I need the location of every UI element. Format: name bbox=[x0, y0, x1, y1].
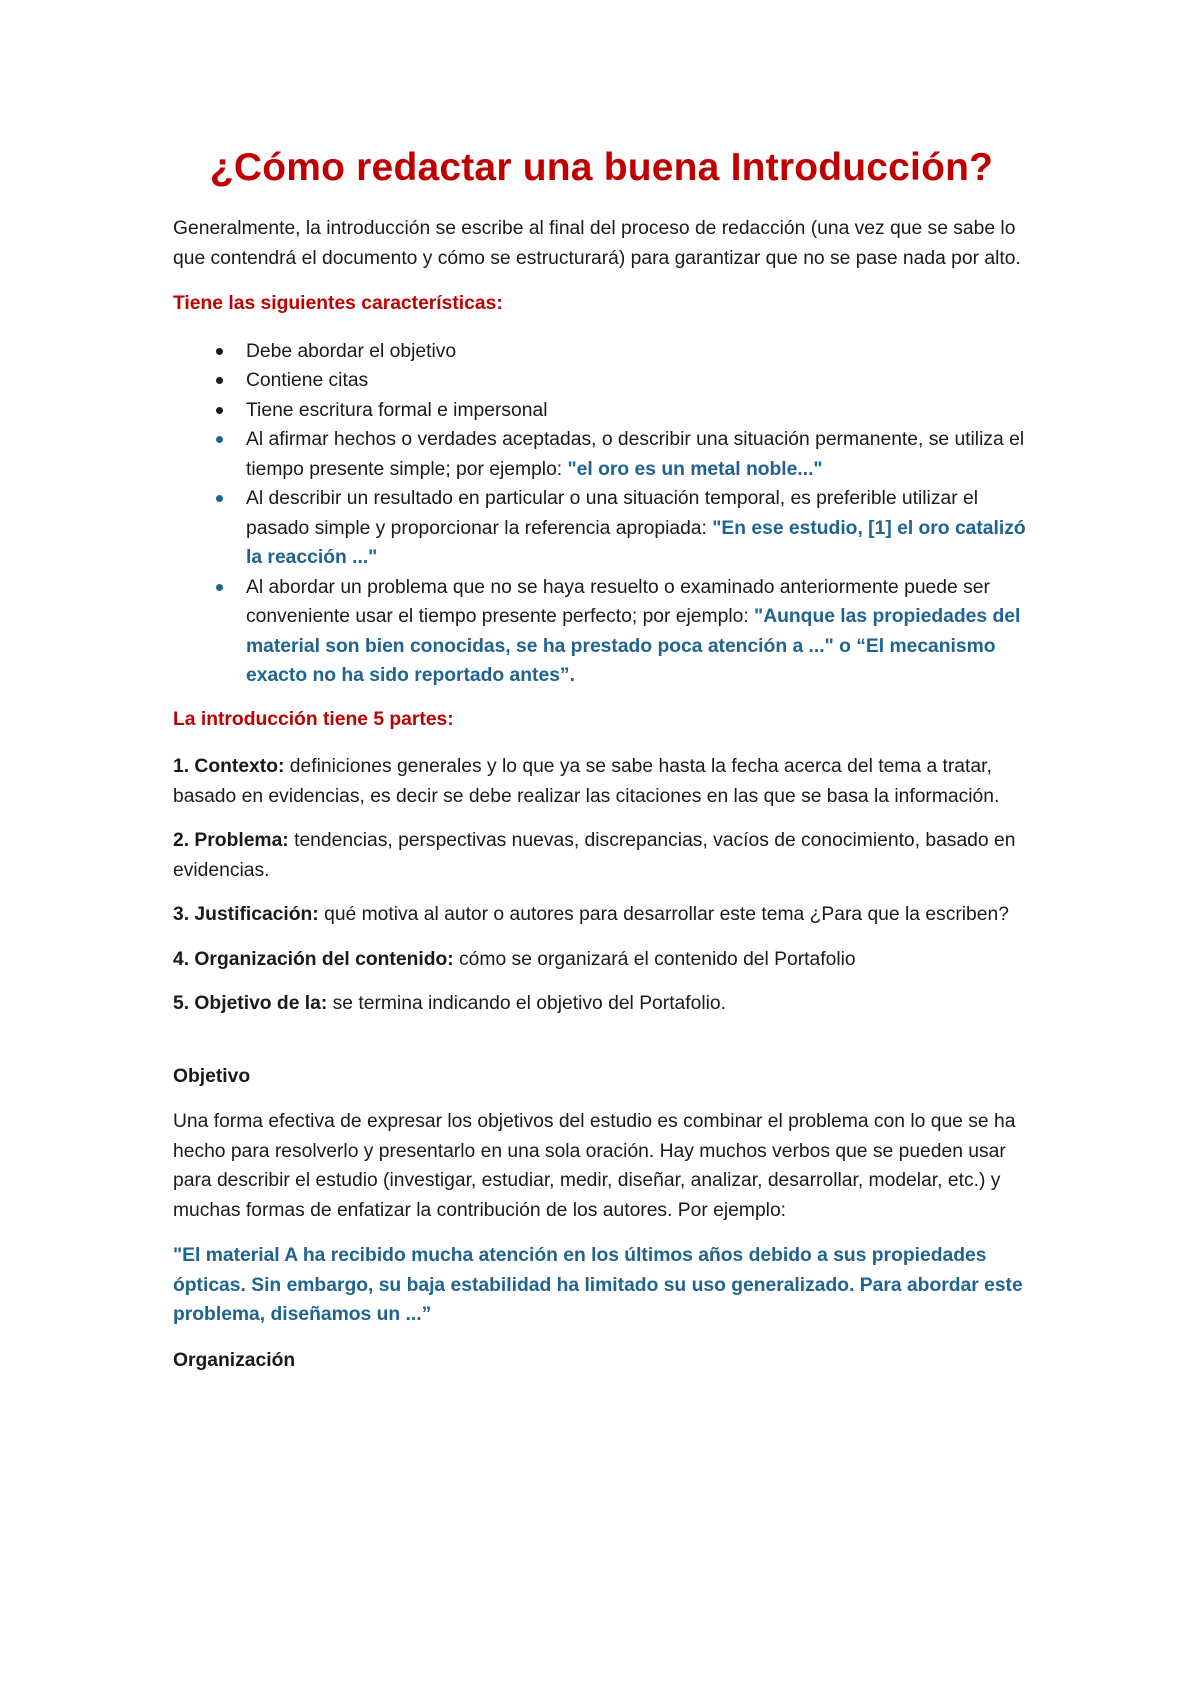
list-item: Debe abordar el objetivo bbox=[173, 337, 1030, 367]
objective-example-quote: "El material A ha recibido mucha atención en los últimos años debido a sus propiedades ópticas. Sin embargo, su baja estabilidad ha limitado su uso generalizado. Para abordar este problema, diseñamos un ...” bbox=[173, 1245, 1023, 1325]
part-justification: 3. Justificación: qué motiva al autor o autores para desarrollar este tema ¿Para que la escriben? bbox=[173, 904, 1009, 925]
list-item: Al afirmar hechos o verdades aceptadas, o describir una situación permanente, se utiliza el tiempo presente simple; por ejemplo: "el oro es un metal noble..." bbox=[173, 425, 1030, 484]
bullet-icon bbox=[216, 377, 223, 384]
objective-paragraph: Una forma efectiva de expresar los objetivos del estudio es combinar el problema con lo que se ha hecho para resolverlo y presentarlo en una sola oración. Hay muchos verbos que se pueden usar para describir el estudio (investigar, estudiar, medir, diseñar, analizar, desarrollar, modelar, etc.) y muchas formas de enfatizar la contribución de los autores. Por ejemplo: bbox=[173, 1111, 1016, 1221]
organization-heading: Organización bbox=[173, 1349, 296, 1371]
list-item: Tiene escritura formal e impersonal bbox=[173, 396, 1030, 426]
characteristics-heading: Tiene las siguientes características: bbox=[173, 293, 503, 314]
bullet-icon bbox=[216, 348, 223, 355]
list-item: Al describir un resultado en particular o una situación temporal, es preferible utilizar el pasado simple y proporcionar la referencia apropiada: "En ese estudio, [1] el oro catalizó la reacción ..." bbox=[173, 484, 1030, 573]
part-context: 1. Contexto: definiciones generales y lo que ya se sabe hasta la fecha acerca del tema a tratar, basado en evidencias, es decir se debe realizar las citaciones en las que se basa la información. bbox=[173, 756, 1000, 807]
bullet-icon bbox=[216, 407, 223, 414]
part-problem: 2. Problema: tendencias, perspectivas nuevas, discrepancias, vacíos de conocimiento, basado en evidencias. bbox=[173, 830, 1016, 881]
bullet-icon bbox=[216, 436, 223, 443]
example-text: "el oro es un metal noble..." bbox=[567, 458, 823, 480]
intro-paragraph: Generalmente, la introducción se escribe al final del proceso de redacción (una vez que se sabe lo que contendrá el documento y cómo se estructurará) para garantizar que no se pase nada por alto. bbox=[173, 218, 1021, 269]
part-organization: 4. Organización del contenido: cómo se organizará el contenido del Portafolio bbox=[173, 948, 856, 970]
section-spacer bbox=[173, 1034, 1030, 1062]
parts-heading: La introducción tiene 5 partes: bbox=[173, 708, 454, 730]
page-title: ¿Cómo redactar una buena Introducción? bbox=[209, 146, 994, 189]
characteristics-list bbox=[173, 337, 1030, 691]
part-objective: 5. Objetivo de la: se termina indicando el objetivo del Portafolio. bbox=[173, 993, 727, 1014]
bullet-icon bbox=[216, 584, 223, 591]
list-item: Contiene citas bbox=[173, 366, 1030, 396]
objective-heading: Objetivo bbox=[173, 1065, 251, 1087]
example-text: "Aunque las propiedades del material son bien conocidas, se ha prestado poca atención a ..." o “El mecanismo exacto no ha sido reportado antes”. bbox=[246, 606, 1021, 686]
list-item: Al abordar un problema que no se haya resuelto o examinado anteriormente puede ser conveniente usar el tiempo presente perfecto; por ejemplo: "Aunque las propiedades del material son bien conocidas, se ha prestado poca atención a ..." o “El mecanismo exacto no ha sido reportado antes”. bbox=[173, 573, 1030, 691]
example-text: "En ese estudio, [1] el oro catalizó la reacción ..." bbox=[246, 517, 1026, 568]
bullet-icon bbox=[216, 495, 223, 502]
